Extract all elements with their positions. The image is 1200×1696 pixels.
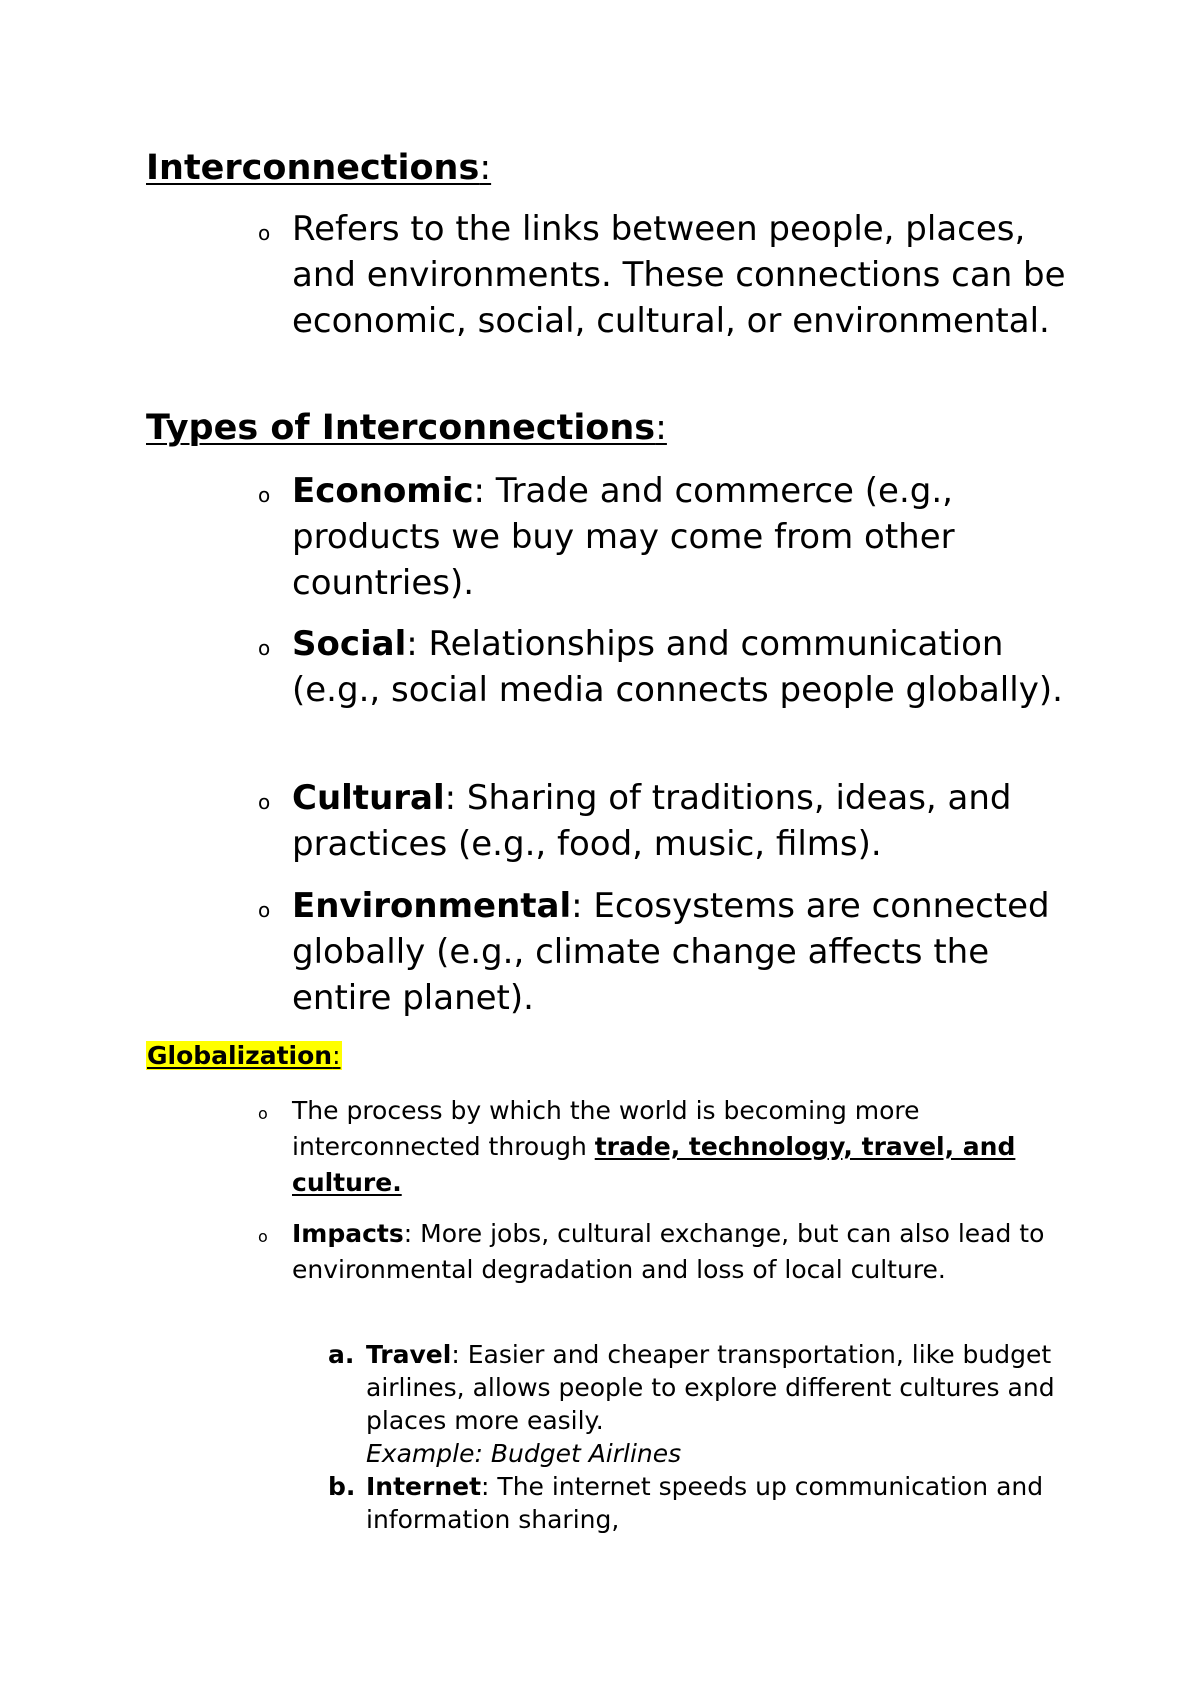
sub-item-letter: a. (328, 1340, 355, 1369)
heading-label: Types of Interconnections (146, 408, 656, 448)
heading-colon: : (655, 408, 667, 448)
impacts-term: Impacts (292, 1219, 404, 1248)
bullet-icon: o (258, 483, 271, 507)
type-text: : Sharing of traditions, ideas, and practices (e.g., food, music, films). (292, 778, 1012, 864)
heading-colon: : (479, 148, 492, 188)
type-item-environmental (292, 883, 1082, 1021)
sub-item-term: Travel (366, 1340, 452, 1369)
bullet-icon: o (258, 898, 271, 922)
globalization-definition (292, 1093, 1082, 1201)
heading-highlight (146, 1041, 342, 1070)
bullet-icon: o (258, 790, 271, 814)
heading-label: Globalization (147, 1041, 333, 1070)
type-text: : Ecosystems are connected globally (e.g., climate change affects the entire planet). (292, 886, 1050, 1018)
definition-emphasis: trade, technology, travel, and culture. (292, 1132, 1016, 1197)
bullet-icon: o (258, 1104, 268, 1123)
sub-item-term: Internet (366, 1472, 482, 1501)
definition-text: The process by which the world is becoming more interconnected through (292, 1096, 920, 1161)
type-term: Environmental (292, 886, 572, 926)
heading-interconnections (146, 146, 491, 190)
bullet-icon: o (258, 221, 271, 245)
type-item-social (292, 621, 1082, 713)
sub-item-letter: b. (328, 1472, 356, 1501)
heading-colon: : (332, 1041, 341, 1070)
type-text: : Trade and commerce (e.g., products we buy may come from other countries). (292, 471, 955, 603)
heading-types-of-interconnections (146, 406, 667, 450)
type-item-cultural (292, 775, 1082, 867)
sub-item-internet (366, 1470, 1066, 1536)
sub-item-example: Example: Budget Airlines (366, 1439, 682, 1468)
globalization-impacts (292, 1216, 1082, 1288)
sub-item-text: : The internet speeds up communication and information sharing, (366, 1472, 1044, 1534)
sub-item-travel (366, 1338, 1066, 1470)
interconnections-definition: Refers to the links between people, places, and environments. These connections can be economic, social, cultural, or environmental. (292, 209, 1066, 341)
sub-item-text: : Easier and cheaper transportation, like budget airlines, allows people to explore different cultures and places more easily. (366, 1340, 1055, 1435)
heading-label: Interconnections (146, 148, 480, 188)
type-term: Social (292, 624, 407, 664)
heading-globalization (146, 1039, 342, 1073)
type-text: : Relationships and communication (e.g., social media connects people globally). (292, 624, 1063, 710)
type-term: Economic (292, 471, 474, 511)
bullet-icon: o (258, 1227, 268, 1246)
type-item-economic (292, 468, 1082, 606)
bullet-icon: o (258, 636, 271, 660)
type-term: Cultural (292, 778, 445, 818)
impacts-text: : More jobs, cultural exchange, but can also lead to environmental degradation and loss of local culture. (292, 1219, 1045, 1284)
